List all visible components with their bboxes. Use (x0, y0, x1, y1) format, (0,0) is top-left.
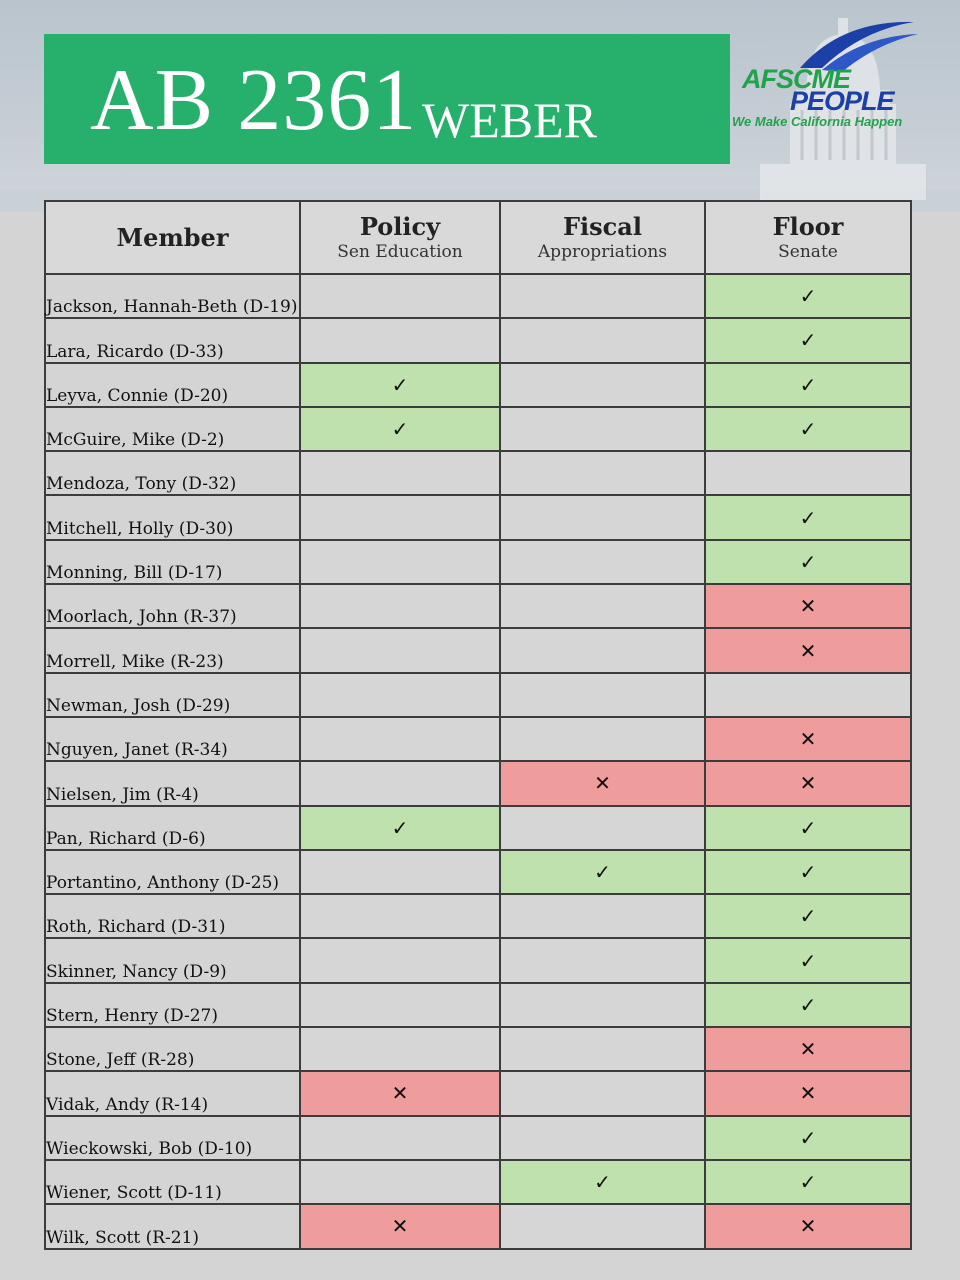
floor-vote-cell (705, 318, 911, 362)
policy-vote-cell (300, 407, 500, 451)
fiscal-vote-cell (500, 274, 705, 318)
x-icon: ✕ (799, 1214, 817, 1239)
check-icon: ✓ (799, 549, 817, 574)
fiscal-header: Fiscal Appropriations (500, 201, 705, 274)
member-name: Portantino, Anthony (D-25) (45, 850, 300, 894)
floor-vote-cell (705, 407, 911, 451)
policy-vote-cell (300, 673, 500, 717)
floor-vote-cell (705, 850, 911, 894)
x-icon: ✕ (799, 1037, 817, 1062)
fiscal-vote-cell (500, 1071, 705, 1115)
floor-vote-cell (705, 451, 911, 495)
fiscal-vote-cell (500, 983, 705, 1027)
fiscal-vote-cell (500, 850, 705, 894)
member-name: Jackson, Hannah-Beth (D-19) (45, 274, 300, 318)
table-row (45, 628, 911, 672)
fiscal-vote-cell (500, 363, 705, 407)
member-name: Newman, Josh (D-29) (45, 673, 300, 717)
check-icon: ✓ (594, 1170, 611, 1195)
policy-vote-cell (300, 1116, 500, 1160)
member-name: Moorlach, John (R-37) (45, 584, 300, 628)
floor-vote-cell (705, 983, 911, 1027)
member-name: McGuire, Mike (D-2) (45, 407, 300, 451)
policy-vote-cell (300, 495, 500, 539)
floor-vote-cell (705, 761, 911, 805)
check-icon: ✓ (391, 372, 409, 397)
check-icon: ✓ (799, 284, 817, 309)
floor-vote-cell (705, 894, 911, 938)
fiscal-vote-cell (500, 584, 705, 628)
table-row (45, 894, 911, 938)
member-name: Stern, Henry (D-27) (45, 983, 300, 1027)
policy-header: Policy Sen Education (300, 201, 500, 274)
floor-vote-cell (705, 1204, 911, 1248)
vote-table-body (45, 274, 911, 1249)
table-row (45, 584, 911, 628)
fiscal-vote-cell (500, 1027, 705, 1071)
floor-vote-cell (705, 806, 911, 850)
table-row (45, 451, 911, 495)
check-icon: ✓ (799, 505, 817, 530)
table-row (45, 407, 911, 451)
member-name: Pan, Richard (D-6) (45, 806, 300, 850)
policy-vote-cell (300, 894, 500, 938)
table-row (45, 1071, 911, 1115)
fiscal-vote-cell (500, 761, 705, 805)
table-row (45, 274, 911, 318)
fiscal-vote-cell (500, 1204, 705, 1248)
member-name: Stone, Jeff (R-28) (45, 1027, 300, 1071)
x-icon: ✕ (594, 771, 611, 796)
member-name: Wiener, Scott (D-11) (45, 1160, 300, 1204)
x-icon: ✕ (799, 771, 817, 796)
table-header-row (45, 201, 911, 274)
table-row (45, 806, 911, 850)
fiscal-vote-cell (500, 318, 705, 362)
fiscal-vote-cell (500, 628, 705, 672)
policy-vote-cell (300, 1160, 500, 1204)
table-row (45, 1116, 911, 1160)
check-icon: ✓ (799, 948, 817, 973)
check-icon: ✓ (391, 417, 409, 442)
table-row (45, 1204, 911, 1248)
floor-header: Floor Senate (705, 201, 911, 274)
policy-vote-cell (300, 540, 500, 584)
fiscal-vote-cell (500, 495, 705, 539)
check-icon: ✓ (799, 372, 817, 397)
logo-tagline: We Make California Happen (732, 114, 903, 129)
vote-table (44, 200, 912, 1250)
fiscal-vote-cell (500, 806, 705, 850)
floor-vote-cell (705, 1071, 911, 1115)
member-name: Vidak, Andy (R-14) (45, 1071, 300, 1115)
check-icon: ✓ (799, 904, 817, 929)
policy-vote-cell (300, 761, 500, 805)
check-icon: ✓ (799, 417, 817, 442)
floor-vote-cell (705, 673, 911, 717)
member-name: Skinner, Nancy (D-9) (45, 938, 300, 982)
floor-vote-cell (705, 717, 911, 761)
policy-vote-cell (300, 628, 500, 672)
floor-vote-cell (705, 363, 911, 407)
floor-vote-cell (705, 1116, 911, 1160)
member-name: Mitchell, Holly (D-30) (45, 495, 300, 539)
check-icon: ✓ (799, 1125, 817, 1150)
member-header: Member (45, 201, 300, 274)
table-row (45, 495, 911, 539)
logo-line-2: PEOPLE (790, 86, 894, 116)
floor-vote-cell (705, 274, 911, 318)
member-name: Wilk, Scott (R-21) (45, 1204, 300, 1248)
fiscal-vote-cell (500, 1116, 705, 1160)
check-icon: ✓ (594, 860, 611, 884)
floor-vote-cell (705, 1027, 911, 1071)
table-row (45, 1160, 911, 1204)
policy-vote-cell (300, 274, 500, 318)
table-row (45, 318, 911, 362)
x-icon: ✕ (799, 594, 817, 619)
fiscal-vote-cell (500, 717, 705, 761)
table-row (45, 363, 911, 407)
member-name: Nguyen, Janet (R-34) (45, 717, 300, 761)
bill-number: AB 2361 (90, 52, 418, 149)
table-row (45, 673, 911, 717)
fiscal-vote-cell (500, 407, 705, 451)
floor-vote-cell (705, 628, 911, 672)
check-icon: ✓ (799, 992, 817, 1017)
table-row (45, 850, 911, 894)
floor-vote-cell (705, 938, 911, 982)
x-icon: ✕ (799, 727, 817, 752)
floor-vote-cell (705, 1160, 911, 1204)
member-name: Leyva, Connie (D-20) (45, 363, 300, 407)
x-icon: ✕ (799, 638, 817, 663)
policy-vote-cell (300, 1204, 500, 1248)
member-name: Lara, Ricardo (D-33) (45, 318, 300, 362)
member-name: Mendoza, Tony (D-32) (45, 451, 300, 495)
floor-vote-cell (705, 495, 911, 539)
check-icon: ✓ (799, 815, 817, 840)
x-icon: ✕ (391, 1214, 409, 1239)
policy-vote-cell (300, 938, 500, 982)
table-row (45, 540, 911, 584)
check-icon: ✓ (391, 815, 409, 840)
check-icon: ✓ (799, 328, 817, 353)
fiscal-vote-cell (500, 894, 705, 938)
check-icon: ✓ (799, 860, 817, 884)
bill-author: WEBER (422, 92, 597, 148)
policy-vote-cell (300, 1027, 500, 1071)
floor-vote-cell (705, 584, 911, 628)
bill-banner (44, 34, 730, 164)
fiscal-vote-cell (500, 938, 705, 982)
policy-vote-cell (300, 983, 500, 1027)
table-row (45, 1027, 911, 1071)
policy-vote-cell (300, 451, 500, 495)
table-row (45, 983, 911, 1027)
x-icon: ✕ (391, 1081, 409, 1106)
policy-vote-cell (300, 806, 500, 850)
fiscal-vote-cell (500, 451, 705, 495)
member-name: Wieckowski, Bob (D-10) (45, 1116, 300, 1160)
table-row (45, 761, 911, 805)
table-row (45, 938, 911, 982)
logo-line-1: AFSCME (742, 64, 850, 94)
policy-vote-cell (300, 363, 500, 407)
fiscal-vote-cell (500, 673, 705, 717)
afscme-logo (732, 16, 952, 136)
policy-vote-cell (300, 584, 500, 628)
policy-vote-cell (300, 1071, 500, 1115)
policy-vote-cell (300, 717, 500, 761)
fiscal-vote-cell (500, 1160, 705, 1204)
table-row (45, 717, 911, 761)
member-name: Monning, Bill (D-17) (45, 540, 300, 584)
x-icon: ✕ (799, 1081, 817, 1106)
floor-vote-cell (705, 540, 911, 584)
fiscal-vote-cell (500, 540, 705, 584)
member-name: Nielsen, Jim (R-4) (45, 761, 300, 805)
check-icon: ✓ (799, 1170, 817, 1195)
member-name: Morrell, Mike (R-23) (45, 628, 300, 672)
policy-vote-cell (300, 318, 500, 362)
policy-vote-cell (300, 850, 500, 894)
member-name: Roth, Richard (D-31) (45, 894, 300, 938)
